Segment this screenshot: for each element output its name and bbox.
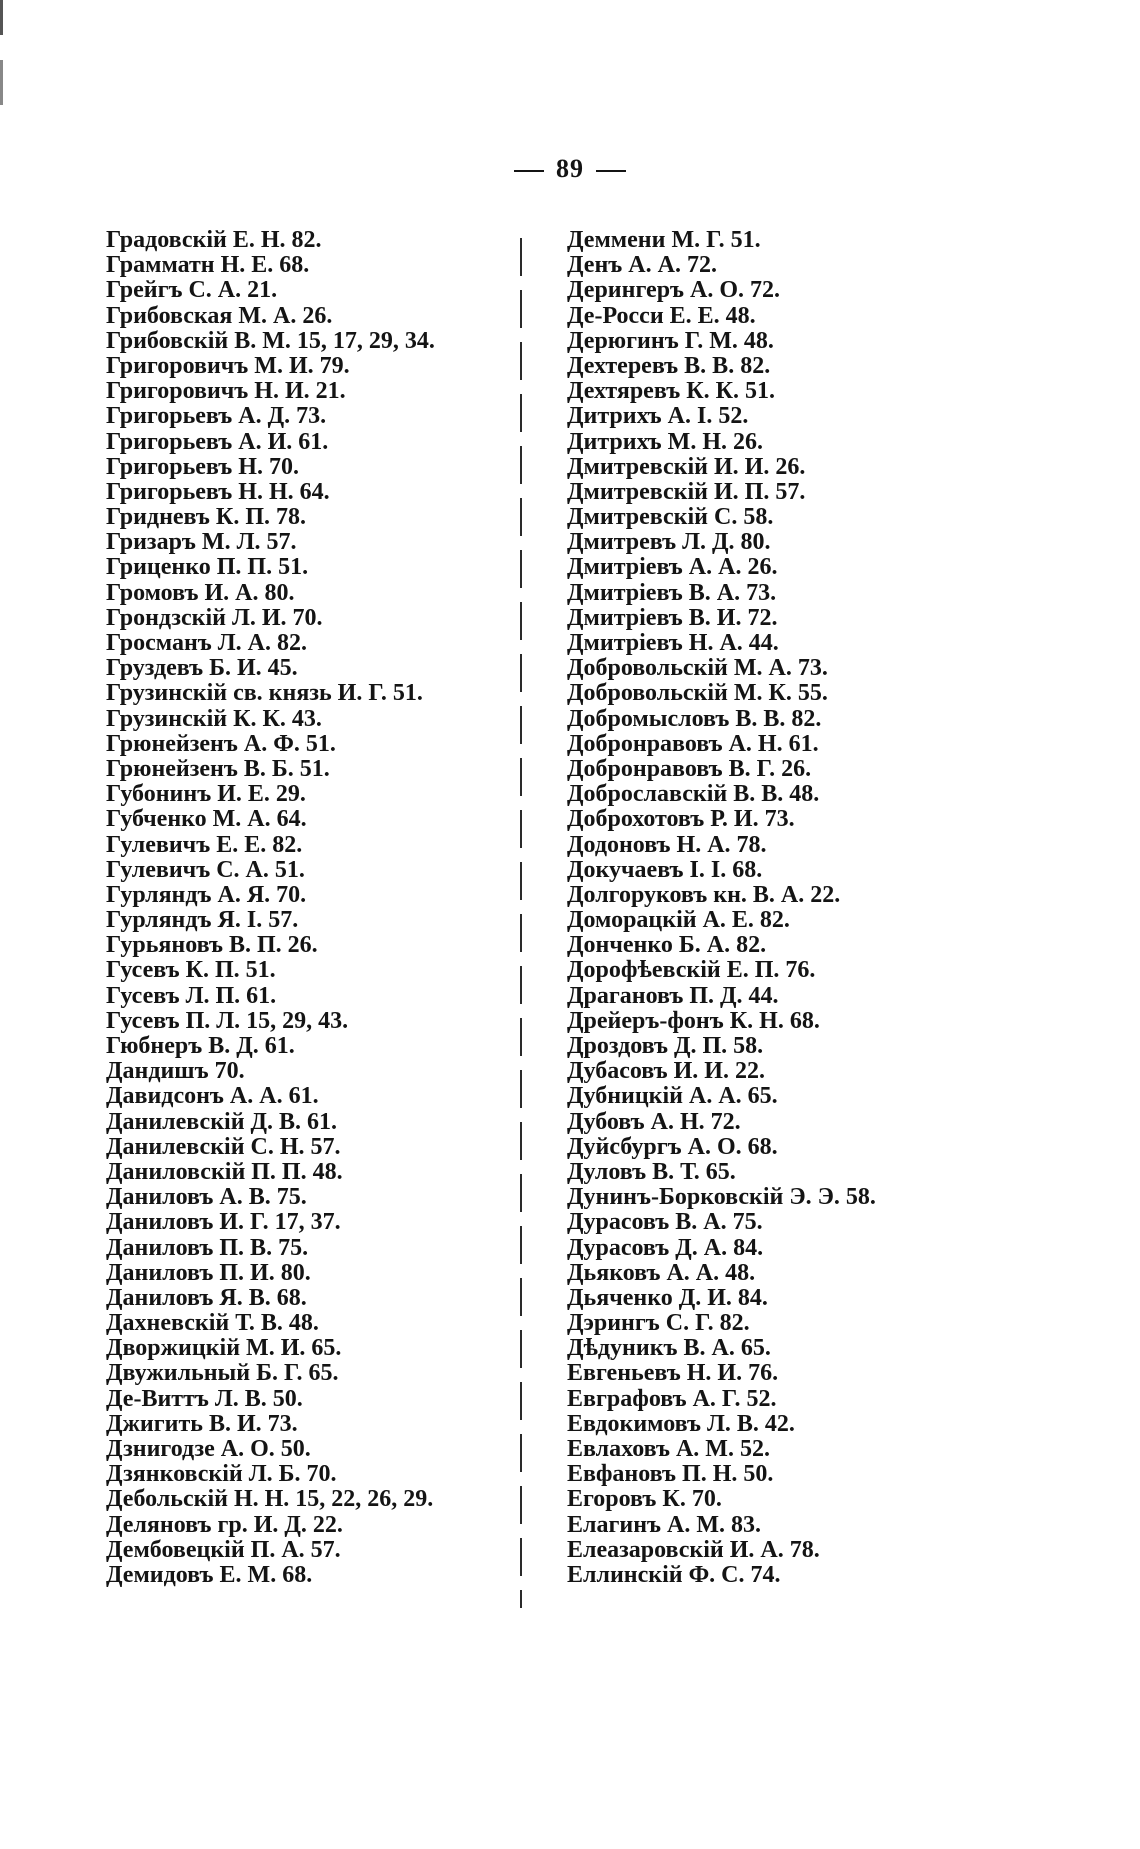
index-entry: Грузинскій св. князь И. Г. 51.	[106, 680, 423, 707]
index-entry: Дебольскій Н. Н. 15, 22, 26, 29.	[106, 1486, 434, 1513]
index-entry: Гризаръ М. Л. 57.	[106, 529, 297, 556]
index-entry: Григоровичъ Н. И. 21.	[106, 378, 346, 405]
index-entry: Демидовъ Е. М. 68.	[106, 1561, 313, 1588]
index-entry: Григоровичъ М. И. 79.	[106, 352, 350, 379]
index-entry: Деляновъ гр. И. Д. 22.	[106, 1511, 343, 1538]
index-entry: Долгоруковъ кн. В. А. 22.	[567, 881, 841, 908]
index-entry: Дунинъ-Борковскій Э. Э. 58.	[567, 1184, 876, 1211]
index-entry: Гурляндъ А. Я. 70.	[106, 881, 307, 908]
page-number-value: 89	[556, 154, 584, 183]
index-entry: Гюбнеръ В. Д. 61.	[106, 1033, 295, 1059]
index-entry: Еллинскій Ф. С. 74.	[567, 1561, 781, 1588]
index-entry: Дитрихъ М. Н. 26.	[567, 428, 763, 455]
index-entry: Елагинъ А. М. 83.	[567, 1511, 762, 1538]
page-number-dash-right	[596, 170, 626, 172]
index-entry: Грюнейзенъ А. Ф. 51.	[106, 730, 336, 757]
index-entry: Доброславскій В. В. 48.	[567, 781, 820, 808]
index-entry: Драгановъ П. Д. 44.	[567, 982, 779, 1009]
column-divider	[520, 238, 522, 1608]
index-entry: Евлаховъ А. М. 52.	[567, 1436, 770, 1462]
index-entry: Дмитревъ Л. Д. 80.	[567, 529, 771, 556]
index-entry: Деммени М. Г. 51.	[567, 227, 761, 253]
index-entry: Григорьевъ А. Д. 73.	[106, 403, 327, 430]
index-entry: Грамматн Н. Е. 68.	[106, 252, 310, 279]
index-entry: Гросманъ Л. А. 82.	[106, 630, 307, 656]
index-entry: Дьяковъ А. А. 48.	[567, 1259, 756, 1286]
index-entry: Данилевскій Д. В. 61.	[106, 1108, 338, 1135]
index-entry: Дѣдуникъ В. А. 65.	[567, 1335, 771, 1362]
index-entry: Давидсонъ А. А. 61.	[106, 1083, 319, 1110]
index-entry: Дмитріевъ Н. А. 44.	[567, 630, 779, 656]
index-entry: Даниловъ А. В. 75.	[106, 1184, 307, 1211]
index-entry: Дмитревскій И. И. 26.	[567, 453, 806, 480]
index-entry: Гусевъ К. П. 51.	[106, 957, 276, 984]
index-entry: Гридневъ К. П. 78.	[106, 504, 306, 531]
index-entry: Дэрингъ С. Г. 82.	[567, 1310, 750, 1337]
index-entry: Добровольскій М. К. 55.	[567, 680, 828, 707]
index-entry: Дуйсбургъ А. О. 68.	[567, 1133, 778, 1160]
index-entry: Евграфовъ А. Г. 52.	[567, 1385, 777, 1412]
index-entry: Даниловъ П. И. 80.	[106, 1259, 311, 1286]
index-entry: Дзянковскій Л. Б. 70.	[106, 1461, 337, 1488]
index-entry: Дмитріевъ А. А. 26.	[567, 554, 778, 581]
index-entry: Дубасовъ И. И. 22.	[567, 1058, 765, 1085]
index-entry: Добронравовъ А. Н. 61.	[567, 730, 819, 757]
index-entry: Евгеньевъ Н. И. 76.	[567, 1360, 779, 1387]
index-entry: Даниловъ П. В. 75.	[106, 1234, 309, 1261]
index-entry: Денъ А. А. 72.	[567, 252, 717, 279]
index-entry: Гриценко П. П. 51.	[106, 554, 309, 581]
index-entry: Губонинъ И. Е. 29.	[106, 781, 306, 808]
index-entry: Дембовецкій П. А. 57.	[106, 1536, 341, 1563]
index-entry: Додоновъ Н. А. 78.	[567, 831, 767, 858]
index-entry: Даниловъ Я. В. 68.	[106, 1284, 307, 1311]
index-entry: Дуловъ В. Т. 65.	[567, 1158, 736, 1185]
page-number-dash-left	[514, 170, 544, 172]
index-entry: Гурьяновъ В. П. 26.	[106, 932, 318, 959]
index-entry: Донченко Б. А. 82.	[567, 932, 767, 959]
index-column-right	[567, 228, 876, 1588]
index-entry: Егоровъ К. 70.	[567, 1486, 722, 1513]
index-entry: Гурляндъ Я. І. 57.	[106, 907, 299, 934]
index-entry: Григорьевъ А. И. 61.	[106, 428, 329, 455]
index-entry: Грейгъ С. А. 21.	[106, 277, 278, 304]
page-number	[0, 154, 1140, 184]
index-entry: Дрейеръ-фонъ К. Н. 68.	[567, 1007, 820, 1034]
index-entry: Де-Росси Е. Е. 48.	[567, 302, 756, 329]
index-column-left	[106, 228, 435, 1588]
index-entry: Дмитревскій С. 58.	[567, 504, 774, 531]
index-entry: Градовскій Е. Н. 82.	[106, 227, 322, 253]
index-entry: Дубницкій А. А. 65.	[567, 1083, 778, 1110]
index-entry: Дмитріевъ В. А. 73.	[567, 579, 777, 606]
index-entry: Дандишъ 70.	[106, 1058, 245, 1085]
index-entry: Дроздовъ Д. П. 58.	[567, 1033, 764, 1059]
index-entry: Гулевичъ Е. Е. 82.	[106, 831, 303, 858]
index-entry: Дурасовъ В. А. 75.	[567, 1209, 763, 1236]
index-entry: Дорофѣевскій Е. П. 76.	[567, 957, 816, 984]
index-entry: Доброхотовъ Р. И. 73.	[567, 806, 795, 833]
index-entry: Гусевъ Л. П. 61.	[106, 982, 277, 1009]
index-entry: Дехтеревъ В. В. 82.	[567, 352, 771, 379]
index-entry: Григорьевъ Н. 70.	[106, 453, 299, 480]
index-entry: Де-Виттъ Л. В. 50.	[106, 1385, 303, 1412]
index-entry: Дворжицкій М. И. 65.	[106, 1335, 342, 1362]
index-entry: Дитрихъ А. І. 52.	[567, 403, 749, 430]
index-entry: Дерюгинъ Г. М. 48.	[567, 327, 774, 354]
index-entry: Евфановъ П. Н. 50.	[567, 1461, 774, 1488]
index-entry: Гусевъ П. Л. 15, 29, 43.	[106, 1007, 349, 1034]
index-entry: Доморацкій А. Е. 82.	[567, 907, 790, 934]
index-entry: Докучаевъ І. І. 68.	[567, 856, 763, 883]
index-entry: Григорьевъ Н. Н. 64.	[106, 478, 330, 505]
index-entry: Дехтяревъ К. К. 51.	[567, 378, 775, 405]
index-entry: Дахневскій Т. В. 48.	[106, 1310, 319, 1337]
index-entry: Евдокимовъ Л. В. 42.	[567, 1410, 795, 1437]
index-entry: Губченко М. А. 64.	[106, 806, 307, 833]
index-entry: Дурасовъ Д. А. 84.	[567, 1234, 764, 1261]
index-entry: Груздевъ Б. И. 45.	[106, 655, 298, 682]
index-entry: Дзнигодзе А. О. 50.	[106, 1436, 311, 1462]
index-entry: Добровольскій М. А. 73.	[567, 655, 828, 682]
index-entry: Добромысловъ В. В. 82.	[567, 705, 822, 732]
index-entry: Гулевичъ С. А. 51.	[106, 856, 305, 883]
index-entry: Елеазаровскій И. А. 78.	[567, 1536, 820, 1563]
index-entry: Грондзскій Л. И. 70.	[106, 604, 323, 631]
index-entry: Грибовскій В. М. 15, 17, 29, 34.	[106, 327, 435, 354]
index-entry: Даниловъ И. Г. 17, 37.	[106, 1209, 341, 1236]
index-entry: Дьяченко Д. И. 84.	[567, 1284, 768, 1311]
index-entry: Грибовская М. А. 26.	[106, 302, 333, 329]
index-entry: Дмитревскій И. П. 57.	[567, 478, 806, 505]
index-entry: Грюнейзенъ В. Б. 51.	[106, 755, 330, 782]
index-entry: Двужильный Б. Г. 65.	[106, 1360, 339, 1387]
index-entry: Добронравовъ В. Г. 26.	[567, 755, 812, 782]
index-entry: Дмитріевъ В. И. 72.	[567, 604, 778, 631]
index-entry: Громовъ И. А. 80.	[106, 579, 295, 606]
index-entry: Данилевскій С. Н. 57.	[106, 1133, 341, 1160]
index-entry: Дерингеръ А. О. 72.	[567, 277, 781, 304]
index-entry: Грузинскій К. К. 43.	[106, 705, 322, 732]
index-entry: Дубовъ А. Н. 72.	[567, 1108, 741, 1135]
index-entry: Джигить В. И. 73.	[106, 1410, 298, 1437]
scan-edge-mark	[0, 0, 3, 105]
index-entry: Даниловскій П. П. 48.	[106, 1158, 343, 1185]
